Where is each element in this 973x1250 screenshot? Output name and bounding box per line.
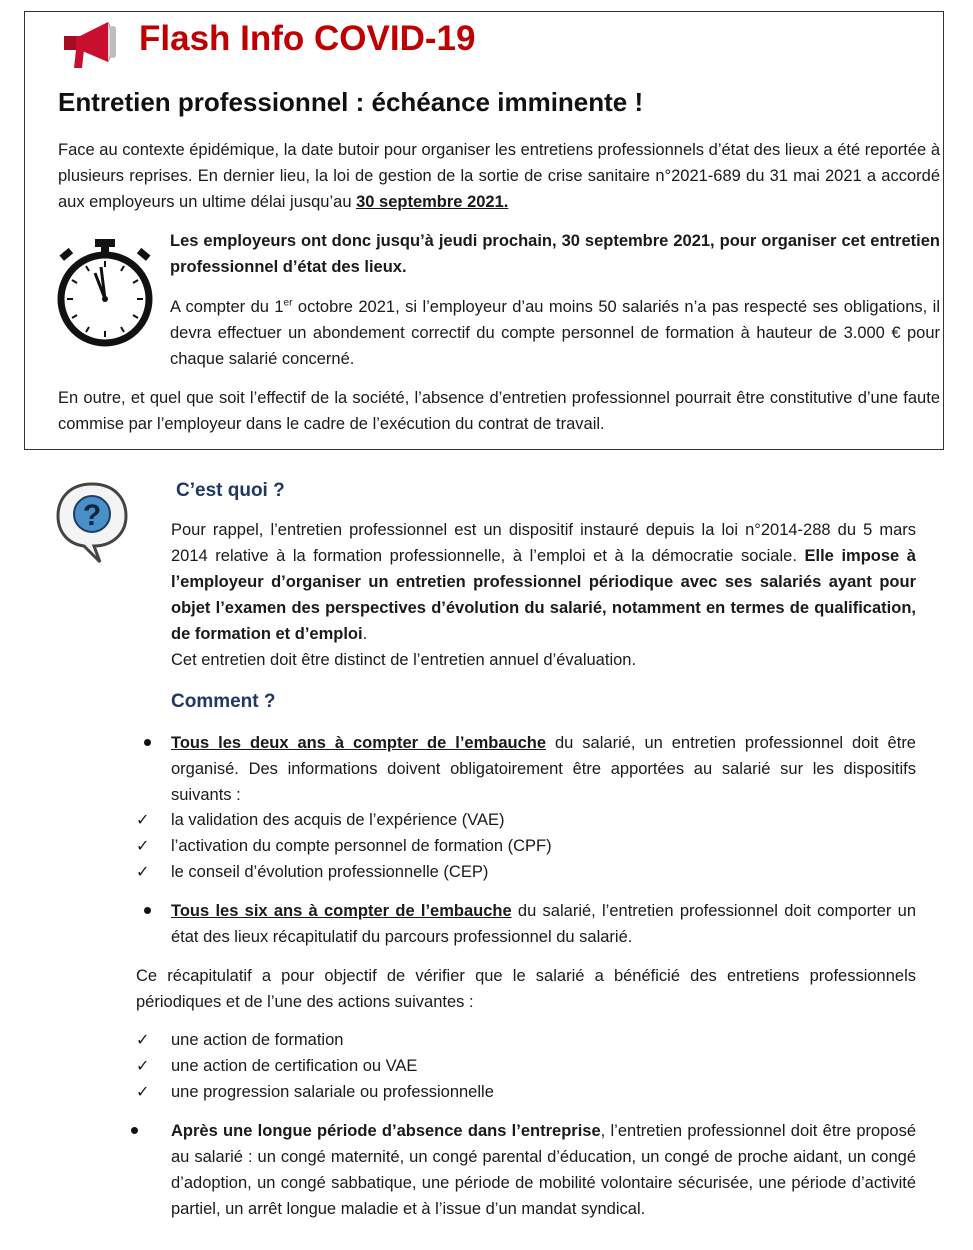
penalty-sup: er bbox=[283, 297, 293, 309]
bullet1-rest: du salarié, un entretien professionnel doit être organisé. Des informations doivent obligatoirement être apportées au salarié sur les dispositifs suivants : bbox=[171, 734, 916, 804]
section-title-comment: Comment ? bbox=[171, 691, 276, 712]
stopwatch-icon bbox=[54, 237, 156, 349]
check-icon: ✓ bbox=[136, 862, 150, 881]
megaphone-icon bbox=[60, 16, 120, 72]
fault-paragraph: En outre, et quel que soit l’effectif de la société, l’absence d’entretien professionnel pourrait être constitutive d’une faute commise par l’employeur dans le cadre de l’exécution du contrat de travail. bbox=[58, 389, 940, 433]
check-item: l’activation du compte personnel de formation (CPF) bbox=[171, 837, 552, 855]
reminder-bold: Elle impose à l’employeur d’organiser un entretien professionnel périodique avec ses salariés ayant pour objet l’examen des perspectives d’évolution du salarié, notamment en termes de qualification, de formation et d’emploi bbox=[171, 547, 916, 643]
reminder-bold-end: . bbox=[362, 625, 368, 643]
intro-paragraph bbox=[58, 137, 940, 215]
bullet-every-six-years bbox=[171, 898, 916, 950]
bullet-dot bbox=[144, 907, 151, 914]
recap-paragraph: Ce récapitulatif a pour objectif de vérifier que le salarié a bénéficié des entretiens professionnels périodiques et de l’une des actions suivantes : bbox=[136, 967, 916, 1011]
deadline-reminder: Les employeurs ont donc jusqu’à jeudi prochain, 30 septembre 2021, pour organiser cet entretien professionnel d’état des lieux. bbox=[170, 232, 940, 276]
headline: Entretien professionnel : échéance imminente ! bbox=[58, 87, 644, 117]
check-item: le conseil d’évolution professionnelle (CEP) bbox=[171, 863, 489, 881]
bullet-every-two-years bbox=[171, 730, 916, 808]
bullet3-lead: Après une longue période d’absence dans l’entreprise bbox=[171, 1122, 601, 1140]
check-icon: ✓ bbox=[136, 1056, 150, 1075]
check-item: une action de formation bbox=[171, 1031, 344, 1049]
deadline-date: 30 septembre 2021. bbox=[356, 193, 509, 211]
bullet-dot bbox=[144, 739, 151, 746]
svg-text:?: ? bbox=[82, 499, 102, 532]
intro-text: Face au contexte épidémique, la date butoir pour organiser les entretiens professionnels d’état des lieux a été reportée à plusieurs reprises. En dernier lieu, la loi de gestion de la sortie de crise sanitaire n°2021-689 du 31 mai 2021 a accordé aux employeurs un ultime délai jusqu’au bbox=[58, 141, 940, 211]
reminder-paragraph bbox=[171, 517, 916, 673]
check-item: une progression salariale ou professionnelle bbox=[171, 1083, 494, 1101]
bullet3-rest: , l’entretien professionnel doit être proposé au salarié : un congé maternité, un congé parental d’éducation, un congé de proche aidant, un congé d’adoption, un congé sabbatique, une période de mobilité volontaire sécurisée, une période d’activité partiel, un arrêt longue maladie et à l’issue d’un mandat syndical. bbox=[171, 1122, 916, 1218]
bullet2-lead: Tous les six ans à compter de l’embauche bbox=[171, 902, 512, 920]
flash-info-title: Flash Info COVID-19 bbox=[139, 19, 476, 58]
reminder-line2: Cet entretien doit être distinct de l’entretien annuel d’évaluation. bbox=[171, 651, 637, 669]
penalty-rest: octobre 2021, si l’employeur d’au moins 50 salariés n’a pas respecté ses obligations, il devra effectuer un abondement correctif du compte personnel de formation à hauteur de 3.000 € pour chaque salarié concerné. bbox=[170, 298, 940, 368]
check-icon: ✓ bbox=[136, 836, 150, 855]
bullet-long-absence bbox=[171, 1118, 916, 1222]
penalty-paragraph bbox=[170, 294, 940, 372]
bullet2-rest: du salarié, l’entretien professionnel doit comporter un état des lieux récapitulatif du parcours professionnel du salarié. bbox=[171, 902, 916, 946]
bullet-dot bbox=[131, 1127, 138, 1134]
check-icon: ✓ bbox=[136, 810, 150, 829]
check-item: une action de certification ou VAE bbox=[171, 1057, 418, 1075]
reminder-intro: Pour rappel, l’entretien professionnel est un dispositif instauré depuis la loi n°2014-288 du 5 mars 2014 relative à la formation professionnelle, à l’emploi et à la démocratie sociale. bbox=[171, 521, 916, 565]
check-icon: ✓ bbox=[136, 1030, 150, 1049]
check-icon: ✓ bbox=[136, 1082, 150, 1101]
check-item: la validation des acquis de l’expérience (VAE) bbox=[171, 811, 505, 829]
bullet1-lead: Tous les deux ans à compter de l’embauche bbox=[171, 734, 547, 752]
question-bubble-icon bbox=[54, 480, 130, 566]
section-title-cest-quoi: C’est quoi ? bbox=[176, 480, 285, 501]
penalty-prefix: A compter du 1 bbox=[170, 298, 284, 316]
